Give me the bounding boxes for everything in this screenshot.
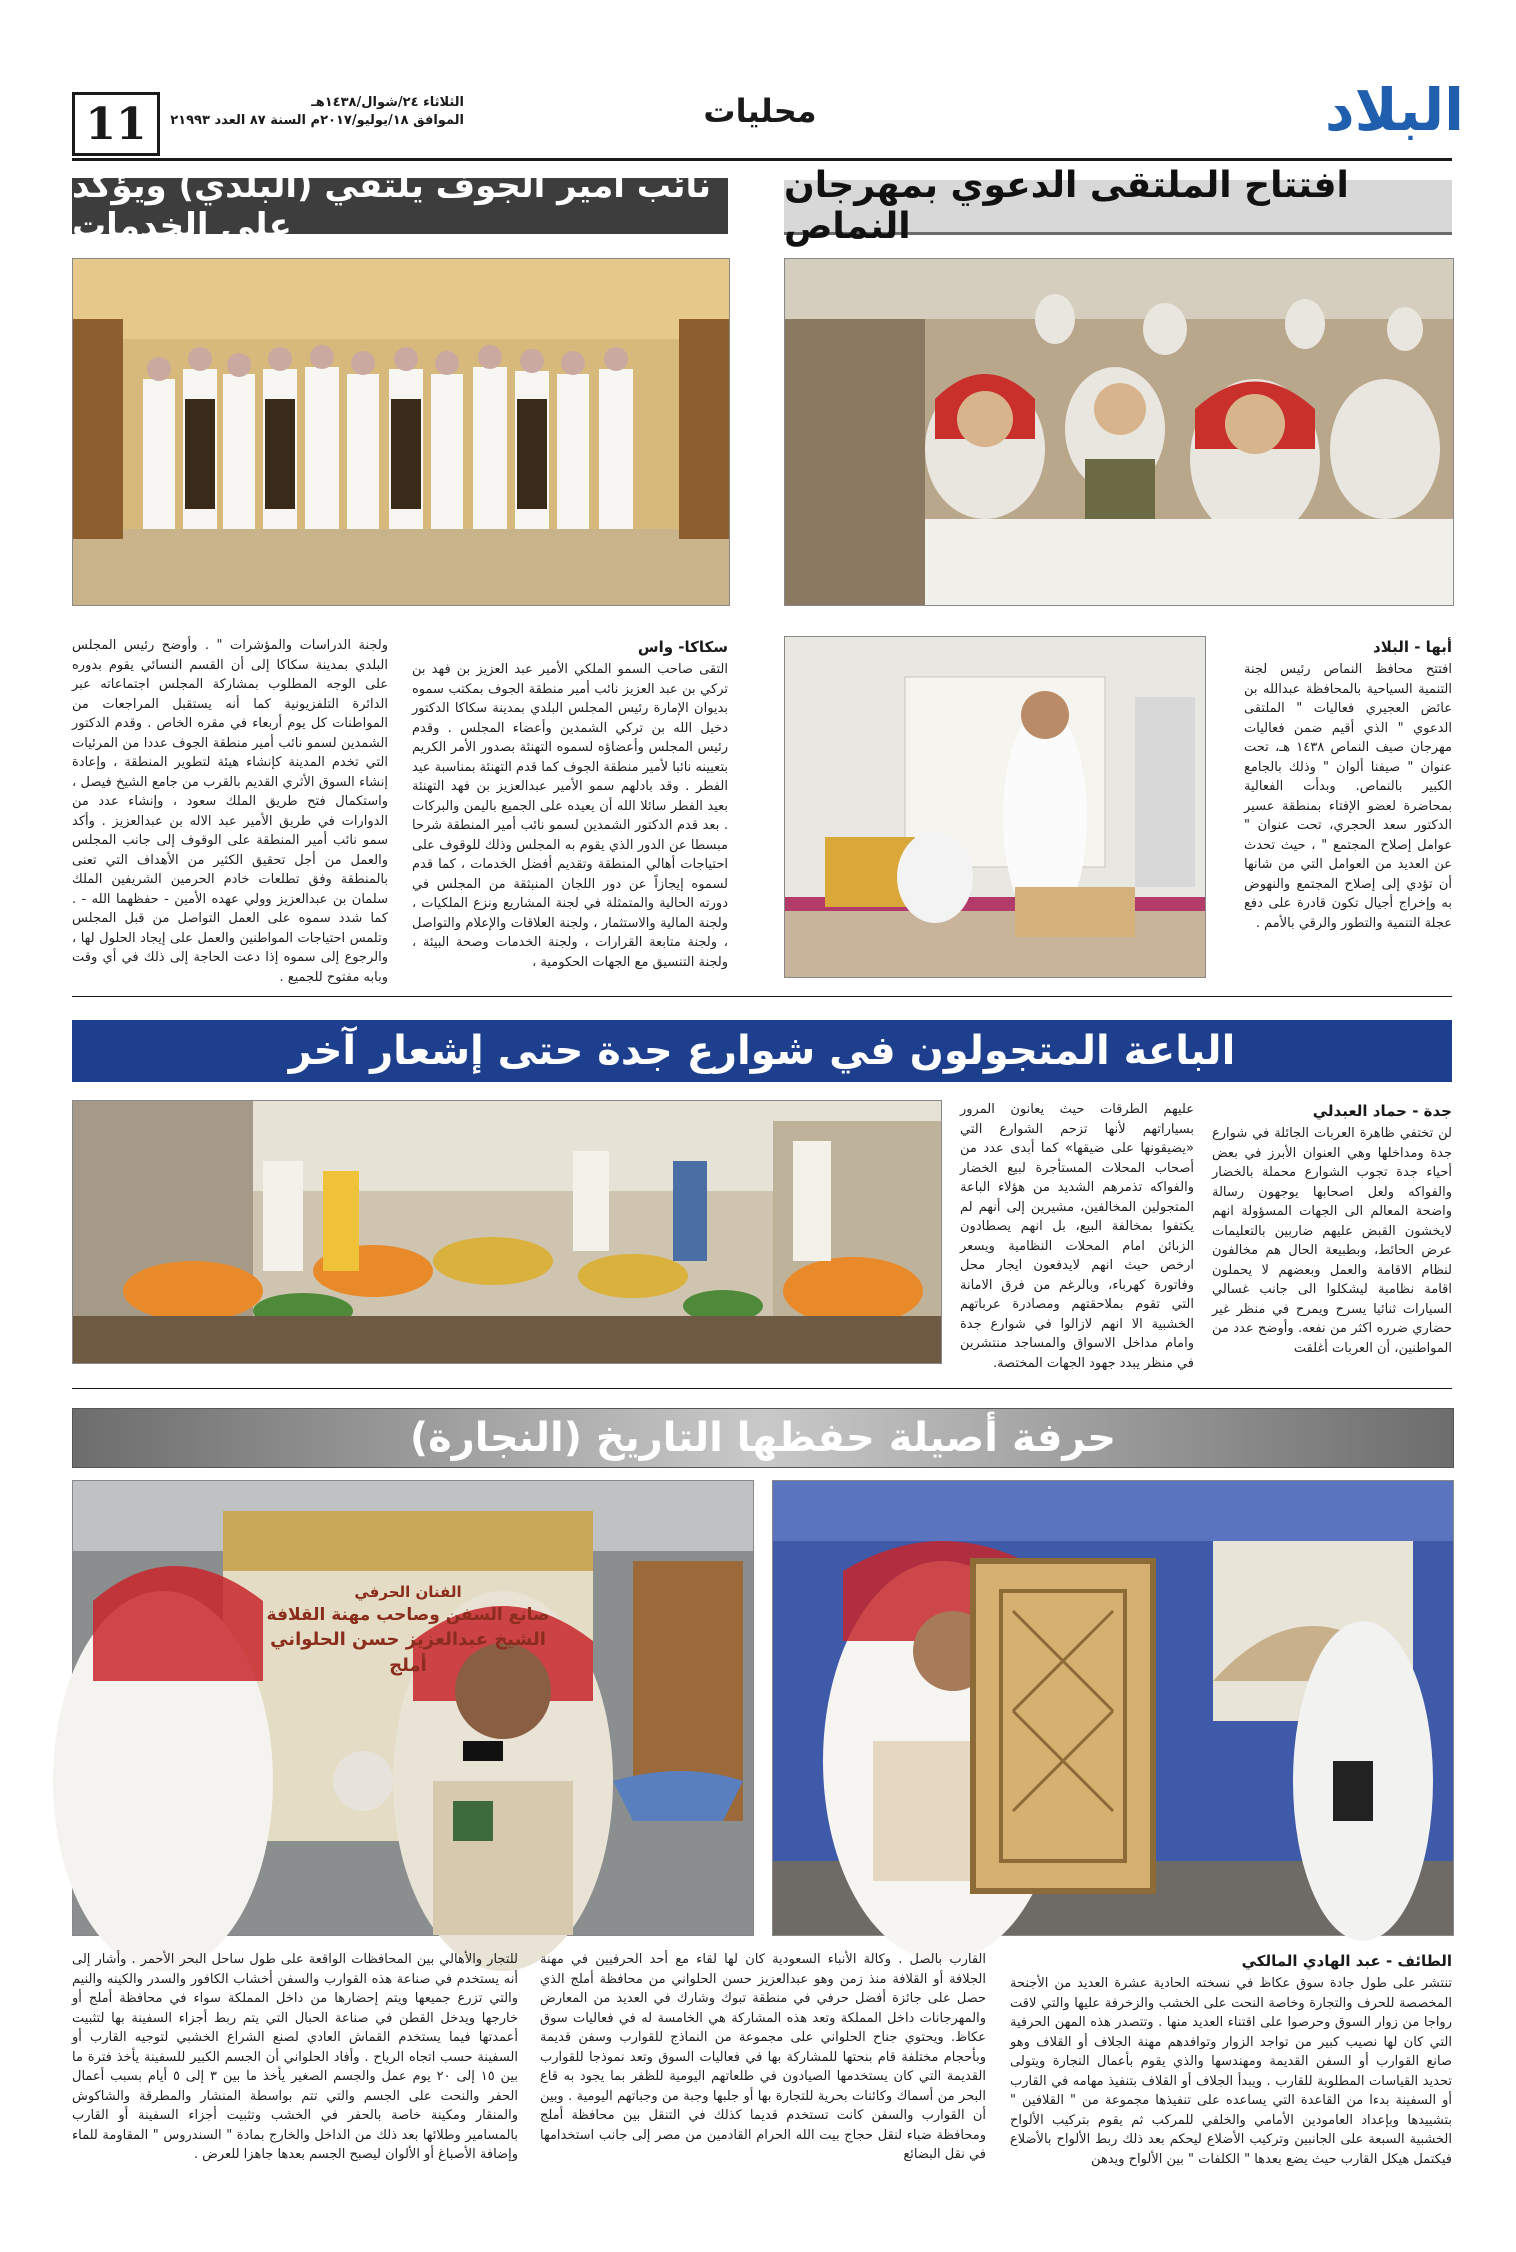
story1-photo-audience xyxy=(784,258,1454,606)
craftsman-banner xyxy=(243,1581,573,1679)
story3-headline: الباعة المتجولون في شوارع جدة حتى إشعار آخر xyxy=(72,1020,1452,1082)
story4-body-col2: القارب بالصل . وكالة الأنباء السعودية كان لها لقاء مع أحد الحرفيين في مهنة الجلافة أو القلافة منذ زمن وهو عبدالعزيز حسن الحلواني من محافظة أملج الذي حصل على جائزة أفضل حرفي في منطقة تبوك وشارك في العديد من المعارض والمهرجانات داخل المملكة وتعد هذه المشاركة هي الخامسة له في فعاليات سوق عكاظ. ويحتوي جناح الحلواني على مجموعة من النماذج للقوارب وسفن قديمة وبأحجام مختلفة قام بنحتها للمشاركة بها في فعاليات السوق وتعد نموذجا للقوارب القديمة التي كان يستخدمها الصيادون في طلعاتهم اليومية للظفر بما يجود به قاع البحر من أسماك وكائنات بحرية للتجارة بها أو جلبها وجبة من وجباتهم اليومية . وبين أن القوارب والسفن كانت تستخدم قديما كذلك في التنقل بين محافظة أملج ومحافظة ضباء لنقل حجاج بيت الله الحرام القادمين من مصر إلى جانب استخدامها في نقل البضائع xyxy=(540,1952,986,2162)
story3-body-col1: لن تختفي ظاهرة العربات الجائلة في شوارع جدة ومداخلها وهي العنوان الأبرز في بعض أحياء جدة تجوب الشوارع محملة بالخضار والفواكه ولعل اصحابها يوجهون رسالة واضحة المعالم الى الجهات المسؤولة انهم لايخشون القبض عليهم ضاربين بالتعليمات عرض الحائط، وبطبيعة الحال هم مخالفون لنظام الاقامة والعمل وبعضهم لا يحملون اقامة نظامية ليشكلوا الى جانب غسالي السيارات ثنائيا يسرح ويمرح في منظر غير حضاري ضرره اكثر من نفعه. وأوضح عدد من المواطنين، أن العربات أغلقت xyxy=(1212,1126,1452,1356)
story3-photo-fruit-stalls xyxy=(72,1100,942,1364)
story2-body-col2: ولجنة الدراسات والمؤشرات " . وأوضح رئيس المجلس البلدي بمدينة سكاكا إلى أن القسم النسائي يقوم بدوره على الوجه المطلوب بمشاركة المجلس اجتماعاته عبر الدائرة التلفزيونية كما أنه يستقبل المراجعات من المواطنات كل يوم أربعاء في مقره الخاص . وقدم الدكتور الشمدين لسمو نائب أمير منطقة الجوف عددا من المرئيات التي تخدم المدينة كإنشاء هيئة لتطوير المنطقة ، وإعادة إنشاء السوق الأثري القديم بالقرب من جامع الشيخ فيصل ، واستكمال فتح طريق الملك سعود ، وإنشاء عدد من الدوارات في طريق الأمير عبد الاله بن عبدالعزيز . وأكد سمو نائب أمير المنطقة على الوقوف إلى جانب المجلس والعمل من أجل تحقيق الكثير من الأهداف التي تعنى بالمنطقة وفق تطلعات خادم الحرمين الشريفين الملك سلمان بن عبدالعزيز وولي عهده الأمين - حفظهما الله - . كما شدد سموه على العمل التواصل من قبل المجلس وتلمس احتياجات المواطنين والعمل على إيجاد الحلول لها ، والرجوع إلى سموه إذا دعت الحاجة إلى ذلك في أي وقت وبابه مفتوح للجميع . xyxy=(72,638,388,985)
story1-photo-lecture xyxy=(784,636,1206,978)
banner-line-2: صانع السفن وصاحب مهنة القلافة xyxy=(266,1605,550,1625)
story4-headline: (النجارة) حرفة أصيلة حفظها التاريخ xyxy=(72,1408,1454,1468)
story2-body-col1: التقى صاحب السمو الملكي الأمير عبد العزيز بن فهد بن تركي بن عبد العزيز نائب أمير منطقة الجوف بمكتب سموه بديوان الإمارة رئيس المجلس البلدي بمدينة سكاكا الدكتور دخيل الله بن تركي الشمدين وأعضاء المجلس . وقدم رئيس المجلس وأعضاؤه لسموه التهنئة بصدور الأمر الكريم بتعيينه نائبا لأمير منطقة الجوف كما قدم التهنئة بمناسبة عيد الفطر . وقد بادلهم سمو الأمير عبدالعزيز بن فهد التهنئة بعيد الفطر سائلا الله أن يعيده على الجميع باليمن والبركات . بعد قدم الدكتور الشمدين لسمو نائب أمير المنطقة شرحا مبسطا عن الدور الذي يقوم به المجلس وذلك للوقوف على احتياجات أهالي المنطقة وتقديم أفضل الخدمات ، كما قدم لسموه إيجازاً عن دور اللجان المنبثقة من المجلس في دورته الحالية والمتمثلة في لجنة المشاريع ونزع الملكيات ، ولجنة المالية والاستثمار ، ولجنة العلاقات والإعلام والتواصل ، ولجنة متابعة القرارات ، ولجنة الخدمات وصحة البيئة ، ولجنة التنسيق مع الجهات الحكومية ، xyxy=(412,662,728,970)
banner-line-4: أملج xyxy=(389,1655,427,1676)
section-title: محليات xyxy=(703,92,817,130)
story3-dateline: جدة - حماد العبدلي xyxy=(1312,1102,1452,1120)
story2-dateline: سكاكا- واس xyxy=(637,638,728,656)
masthead-rule xyxy=(72,158,1452,161)
newspaper-logo: البلاد xyxy=(1324,76,1464,144)
story4-photo-craftsman xyxy=(72,1480,754,1936)
story-separator-2 xyxy=(72,1388,1452,1389)
story4-photo-carved-panel xyxy=(772,1480,1454,1936)
story4-body-col1: تنتشر على طول جادة سوق عكاظ في نسخته الحادية عشرة العديد من الأجنحة المخصصة للحرف والتجارة وخاصة النحت على الخشب والزخرفة عليها والتي لاقت رواجا من زوار السوق وحرصوا على اقتناء العديد منها . وتتصدر هذه المهن الحرفية التي كان لها نصيب كبير من تواجد الزوار وتوافدهم مهنة الجلاف أو القلاف وهو صانع القوارب أو السفن القديمة ومهندسها والذي يقوم بأعمال النجارة ويتولى تحديد القياسات المطلوبة للقارب . ويبدأ الجلاف أو القلاف بتنفيذ مهامه في القارب أو السفينة بدءا من القاعدة التي يساعده على تنفيذها مجموعة من " القلافين " بتشييدها وبإعداد العامودين الأمامي والخلفي للمركب ثم يقوم بتركيب الألواح الخشبية السبعة على الجانبين وتركيب الأضلاع ليحكم بعد ذلك ربط الألواح بالأضلاع فيكتمل هيكل القارب حيث يضع بعدها " الكلفات " بين الألواح ويدهن xyxy=(1010,1976,1452,2167)
issue-date-line xyxy=(164,94,464,130)
story1-headline: افتتاح الملتقى الدعوي بمهرجان النماص xyxy=(784,180,1452,235)
banner-line-1: الفنان الحرفي xyxy=(354,1583,462,1601)
story1-dateline: أبها - البلاد xyxy=(1373,638,1452,656)
story2-photo-meeting xyxy=(72,258,730,606)
story-separator xyxy=(72,996,1452,997)
gregorian-date: الموافق ١٨/يوليو/٢٠١٧م السنة ٨٧ العدد ٢١٩٩٣ xyxy=(170,113,464,128)
story4-body-col3: للتجار والأهالي بين المحافظات الواقعة على طول ساحل البحر الأحمر . وأشار إلى أنه يستخدم في صناعة هذه القوارب والسفن أخشاب الكافور والسدر والكينه والنيم والتي تزرع جميعها ويتم إحضارها من داخل المملكة سواء في محافظة أملج أو خارجها ويدخل القطن في صناعة الحبال التي يتم ربط أجزاء السفينة بها لتثبيت أعمدتها فيما يستخدم القماش العادي لصنع الشراع الخشبي لتوجيه القارب أو السفينة حسب اتجاه الرياح . وأفاد الحلواني أن الجسم الكبير للسفينة يأخذ فترة ما بين ١٥ إلى ٢٠ يوم عمل والجسم الصغير يأخذ ما بين ٣ إلى ٥ أيام بسبب أعمال الحفر والنحت على الجسم والتي تتم بواسطة المنشار والمطرقة والشاكوش والمنقار ومكينة خاصة بالحفر في الخشب وتثبيت أجزاء السفينة أو القارب بالمسامير وطلائها بعد ذلك من الداخل والخارج بمادة " السندروس " المقاومة للماء وإضافة الأصباغ أو الألوان ليصبح الجسم بعدها جاهزا للعرض . xyxy=(72,1952,518,2162)
banner-line-3: الشيخ عبدالعزيز حسن الحلواني xyxy=(270,1629,546,1650)
story4-dateline: الطائف - عبد الهادي المالكي xyxy=(1241,1952,1452,1970)
story3-body-col2: عليهم الطرقات حيث يعانون المرور بسياراتهم لأنها تزحم الشوارع التي «يضيقونها على ضيقها» كما أبدى عدد من أصحاب المحلات المستأجرة لبيع الخضار والفواكه تذمرهم الشديد من هؤلاء الباعة المتجولين المخالفين، مشيرين إلى أنهم لم يكتفوا بمخالفة البيع، بل انهم يصطادون الزبائن امام المحلات النظامية ويسعر ارخص حيث انهم لايدفعون ايجار محل وفاتورة كهرباء، وبالرغم من فرق الامانة التي تقوم بملاحقتهم ومصادرة عرباتهم الخشبية الا انهم لازالوا في شوارع جدة وامام مداخل الاسواق والمساجد منتشرين في منظر يبدد جهود الجهات المختصة. xyxy=(960,1102,1194,1371)
story2-headline: نائب أمير الجوف يلتقي (البلدي) ويؤكد على الخدمات xyxy=(72,178,728,234)
hijri-date: الثلاثاء ٢٤/شوال/١٤٣٨هـ xyxy=(311,95,464,110)
story1-body: افتتح محافظ النماص رئيس لجنة التنمية السياحية بالمحافظة عبدالله بن عائض العجيري فعاليات " الملتقى الدعوي " الذي أقيم ضمن فعاليات مهرجان صيف النماص ١٤٣٨ هـ، تحت عنوان " صيفنا ألوان " وذلك بالجامع الكبير بالنماص. وبدأت الفعالية بمحاضرة لعضو الإفتاء بمنطقة عسير الدكتور سعد الحجري، تحت عنوان " عوامل إصلاح المجتمع " ، حيث تحدث عن العديد من العوامل التي من شانها أن تؤدي إلى إصلاح المجتمع والنهوض به وإخراج أجيال تكون قادرة على دفع عجلة التنمية والتطور والرقي بالأمم . xyxy=(1244,662,1452,931)
page-number: 11 xyxy=(72,92,160,156)
